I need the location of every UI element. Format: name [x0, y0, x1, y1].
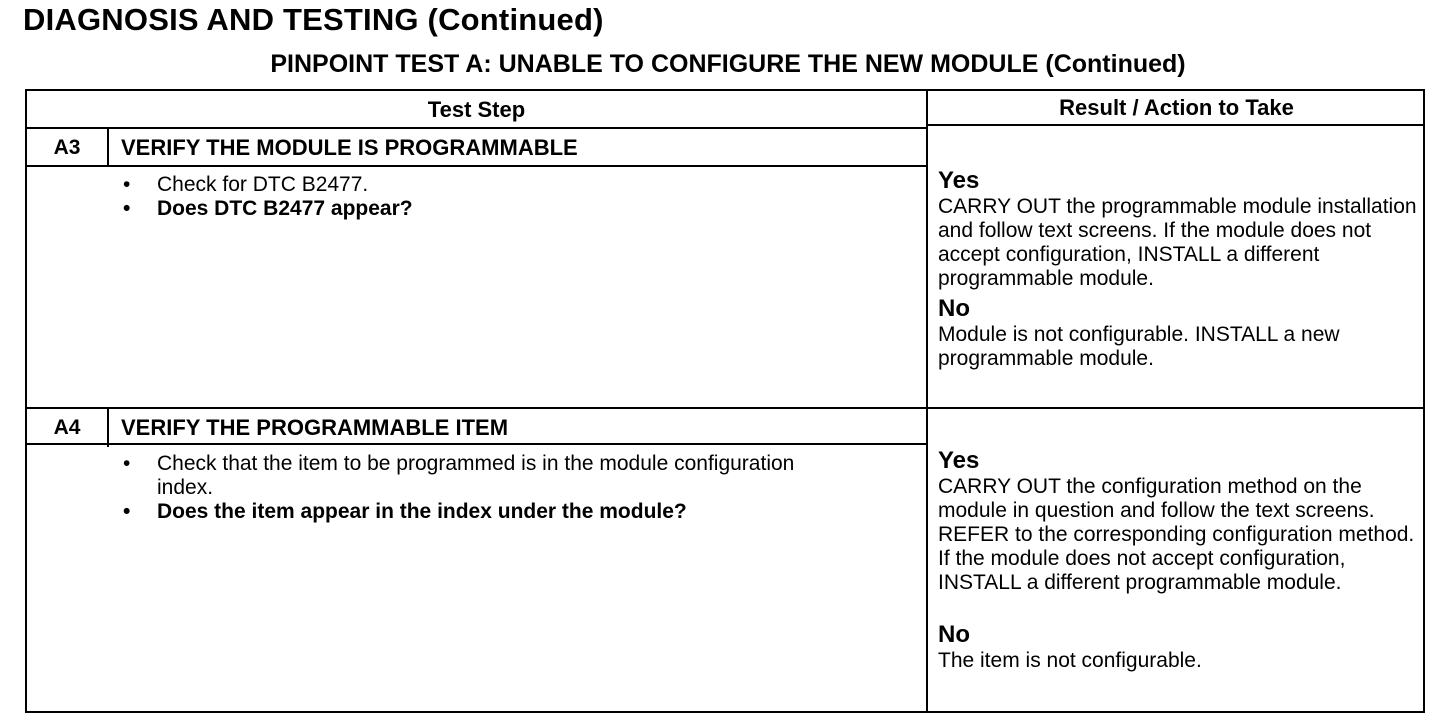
yes-action: CARRY OUT the configuration method on the module in question and follow the text screens. REFER to the corresponding configuration method. If the module does not accept configuration, INSTALL a different programmable module. [938, 475, 1415, 594]
column-header-result: Result / Action to Take [1059, 95, 1294, 120]
step-id: A4 [53, 416, 81, 439]
step-question: • Does DTC B2477 appear? [119, 197, 899, 221]
column-divider [926, 91, 928, 711]
step-title: VERIFY THE PROGRAMMABLE ITEM [121, 415, 509, 440]
no-action: Module is not configurable. INSTALL a new programmable module. [938, 323, 1340, 370]
step-title: VERIFY THE MODULE IS PROGRAMMABLE [121, 135, 578, 160]
column-header-test-step: Test Step [427, 97, 526, 122]
no-action: The item is not configurable. [938, 649, 1202, 672]
step-result [938, 167, 1418, 375]
step-instruction: • Check that the item to be programmed is in the module configuration index. [119, 452, 819, 500]
step-title-rule [27, 443, 926, 445]
step-instructions [119, 173, 899, 221]
pinpoint-test-title: PINPOINT TEST A: UNABLE TO CONFIGURE THE NEW MODULE (Continued) [270, 50, 1186, 78]
yes-label: Yes [938, 167, 980, 194]
step-separator [27, 407, 1423, 409]
step-title-rule [27, 165, 926, 167]
step-id-divider [107, 127, 109, 167]
no-label: No [938, 621, 970, 648]
step-question: • Does the item appear in the index under the module? [119, 500, 819, 524]
header-rule-right [926, 124, 1423, 126]
header-rule-left [27, 127, 926, 129]
no-label: No [938, 295, 970, 322]
step-id-divider [107, 407, 109, 447]
step-instruction: • Check for DTC B2477. [119, 173, 899, 197]
step-result [938, 447, 1418, 677]
pinpoint-test-table [25, 89, 1425, 713]
page-title: DIAGNOSIS AND TESTING (Continued) [23, 2, 604, 37]
step-instructions [119, 452, 819, 524]
yes-label: Yes [938, 447, 980, 474]
step-id: A3 [53, 136, 81, 159]
yes-action: CARRY OUT the programmable module installation and follow text screens. If the module does not accept configuration, INSTALL a different programmable module. [938, 195, 1417, 290]
